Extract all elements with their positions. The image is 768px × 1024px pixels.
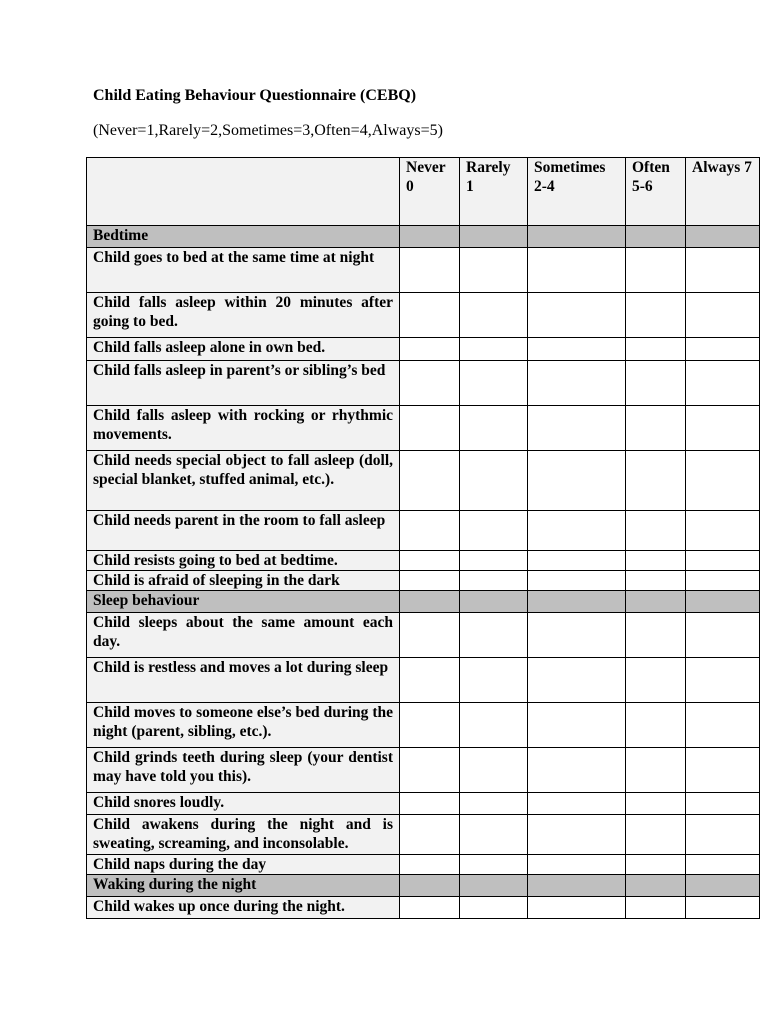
answer-cell-rarely[interactable] — [460, 793, 528, 815]
answer-cell-often[interactable] — [626, 855, 686, 875]
answer-cell-never[interactable] — [400, 897, 460, 919]
answer-cell-always[interactable] — [686, 793, 760, 815]
answer-cell-rarely[interactable] — [460, 815, 528, 855]
answer-cell-sometimes[interactable] — [528, 511, 626, 551]
answer-cell-never[interactable] — [400, 451, 460, 511]
question-label: Child snores loudly. — [87, 793, 400, 815]
question-label: Child needs special object to fall asleep (doll, special blanket, stuffed animal, etc.). — [87, 451, 400, 511]
question-label: Child is restless and moves a lot during sleep — [87, 658, 400, 703]
answer-cell-sometimes[interactable] — [528, 551, 626, 571]
answer-cell-rarely[interactable] — [460, 338, 528, 361]
answer-cell-never[interactable] — [400, 793, 460, 815]
question-row — [87, 658, 760, 703]
answer-cell-never[interactable] — [400, 613, 460, 658]
answer-cell-always[interactable] — [686, 248, 760, 293]
answer-cell-often[interactable] — [626, 793, 686, 815]
answer-cell-always[interactable] — [686, 571, 760, 591]
answer-cell-sometimes[interactable] — [528, 338, 626, 361]
answer-cell-often[interactable] — [626, 815, 686, 855]
section-label: Bedtime — [87, 226, 400, 248]
document-title: Child Eating Behaviour Questionnaire (CEBQ) — [93, 87, 417, 104]
answer-cell-always[interactable] — [686, 338, 760, 361]
answer-cell-always[interactable] — [686, 748, 760, 793]
answer-cell-rarely[interactable] — [460, 703, 528, 748]
answer-cell-never[interactable] — [400, 551, 460, 571]
section-row — [87, 875, 760, 897]
answer-cell-always[interactable] — [686, 855, 760, 875]
section-cell-rarely — [460, 226, 528, 248]
answer-cell-never[interactable] — [400, 511, 460, 551]
answer-cell-sometimes[interactable] — [528, 815, 626, 855]
answer-cell-rarely[interactable] — [460, 511, 528, 551]
question-row — [87, 293, 760, 338]
question-row — [87, 406, 760, 451]
answer-cell-rarely[interactable] — [460, 406, 528, 451]
answer-cell-sometimes[interactable] — [528, 748, 626, 793]
section-row — [87, 591, 760, 613]
answer-cell-never[interactable] — [400, 571, 460, 591]
question-row — [87, 511, 760, 551]
question-row — [87, 815, 760, 855]
questionnaire-table — [86, 157, 760, 919]
answer-cell-always[interactable] — [686, 406, 760, 451]
answer-cell-often[interactable] — [626, 293, 686, 338]
section-cell-sometimes — [528, 875, 626, 897]
question-label: Child naps during the day — [87, 855, 400, 875]
header-row — [87, 158, 760, 226]
answer-cell-often[interactable] — [626, 511, 686, 551]
answer-cell-always[interactable] — [686, 551, 760, 571]
answer-cell-often[interactable] — [626, 406, 686, 451]
answer-cell-always[interactable] — [686, 897, 760, 919]
question-row — [87, 248, 760, 293]
answer-cell-never[interactable] — [400, 338, 460, 361]
answer-cell-rarely[interactable] — [460, 551, 528, 571]
section-cell-sometimes — [528, 591, 626, 613]
answer-cell-rarely[interactable] — [460, 748, 528, 793]
answer-cell-rarely[interactable] — [460, 571, 528, 591]
answer-cell-always[interactable] — [686, 815, 760, 855]
question-label: Child awakens during the night and is sweating, screaming, and inconsolable. — [87, 815, 400, 855]
question-row — [87, 338, 760, 361]
answer-cell-never[interactable] — [400, 658, 460, 703]
question-row — [87, 451, 760, 511]
question-row — [87, 748, 760, 793]
answer-cell-often[interactable] — [626, 703, 686, 748]
answer-cell-always[interactable] — [686, 361, 760, 406]
section-cell-always — [686, 226, 760, 248]
section-cell-sometimes — [528, 226, 626, 248]
question-label: Child grinds teeth during sleep (your dentist may have told you this). — [87, 748, 400, 793]
scale-note: (Never=1,Rarely=2,Sometimes=3,Often=4,Always=5) — [93, 122, 443, 139]
answer-cell-always[interactable] — [686, 293, 760, 338]
answer-cell-sometimes[interactable] — [528, 361, 626, 406]
answer-cell-sometimes[interactable] — [528, 658, 626, 703]
section-cell-rarely — [460, 875, 528, 897]
section-label: Sleep behaviour — [87, 591, 400, 613]
question-label: Child needs parent in the room to fall asleep — [87, 511, 400, 551]
section-cell-often — [626, 875, 686, 897]
column-header-often: Often 5-6 — [626, 158, 686, 226]
question-row — [87, 361, 760, 406]
answer-cell-rarely[interactable] — [460, 361, 528, 406]
column-header-sometimes: Sometimes 2-4 — [528, 158, 626, 226]
section-row — [87, 226, 760, 248]
answer-cell-sometimes[interactable] — [528, 406, 626, 451]
question-row — [87, 551, 760, 571]
answer-cell-always[interactable] — [686, 613, 760, 658]
answer-cell-sometimes[interactable] — [528, 613, 626, 658]
question-label: Child falls asleep alone in own bed. — [87, 338, 400, 361]
question-row — [87, 703, 760, 748]
answer-cell-never[interactable] — [400, 406, 460, 451]
section-cell-never — [400, 875, 460, 897]
section-cell-never — [400, 226, 460, 248]
question-label: Child falls asleep within 20 minutes after going to bed. — [87, 293, 400, 338]
question-row — [87, 793, 760, 815]
answer-cell-never[interactable] — [400, 815, 460, 855]
question-row — [87, 897, 760, 919]
question-label: Child wakes up once during the night. — [87, 897, 400, 919]
answer-cell-often[interactable] — [626, 338, 686, 361]
answer-cell-sometimes[interactable] — [528, 451, 626, 511]
answer-cell-rarely[interactable] — [460, 855, 528, 875]
section-cell-always — [686, 875, 760, 897]
answer-cell-always[interactable] — [686, 703, 760, 748]
question-label: Child falls asleep in parent’s or sibling’s bed — [87, 361, 400, 406]
answer-cell-always[interactable] — [686, 511, 760, 551]
answer-cell-often[interactable] — [626, 571, 686, 591]
answer-cell-rarely[interactable] — [460, 248, 528, 293]
question-row — [87, 571, 760, 591]
answer-cell-sometimes[interactable] — [528, 293, 626, 338]
answer-cell-sometimes[interactable] — [528, 855, 626, 875]
answer-cell-rarely[interactable] — [460, 658, 528, 703]
answer-cell-sometimes[interactable] — [528, 571, 626, 591]
answer-cell-often[interactable] — [626, 361, 686, 406]
question-row — [87, 613, 760, 658]
section-cell-often — [626, 226, 686, 248]
answer-cell-often[interactable] — [626, 551, 686, 571]
answer-cell-often[interactable] — [626, 658, 686, 703]
section-cell-never — [400, 591, 460, 613]
answer-cell-sometimes[interactable] — [528, 793, 626, 815]
question-label: Child moves to someone else’s bed during the night (parent, sibling, etc.). — [87, 703, 400, 748]
answer-cell-often[interactable] — [626, 451, 686, 511]
column-header-rarely: Rarely 1 — [460, 158, 528, 226]
answer-cell-never[interactable] — [400, 361, 460, 406]
answer-cell-often[interactable] — [626, 748, 686, 793]
answer-cell-rarely[interactable] — [460, 897, 528, 919]
answer-cell-always[interactable] — [686, 451, 760, 511]
answer-cell-sometimes[interactable] — [528, 248, 626, 293]
column-header-always: Always 7 — [686, 158, 760, 226]
section-cell-always — [686, 591, 760, 613]
answer-cell-never[interactable] — [400, 293, 460, 338]
question-row — [87, 855, 760, 875]
question-label: Child goes to bed at the same time at night — [87, 248, 400, 293]
answer-cell-sometimes[interactable] — [528, 897, 626, 919]
question-label: Child sleeps about the same amount each day. — [87, 613, 400, 658]
answer-cell-rarely[interactable] — [460, 613, 528, 658]
answer-cell-often[interactable] — [626, 897, 686, 919]
answer-cell-often[interactable] — [626, 613, 686, 658]
question-label: Child resists going to bed at bedtime. — [87, 551, 400, 571]
answer-cell-never[interactable] — [400, 748, 460, 793]
section-label: Waking during the night — [87, 875, 400, 897]
header-empty-cell — [87, 158, 400, 226]
section-cell-often — [626, 591, 686, 613]
answer-cell-never[interactable] — [400, 248, 460, 293]
answer-cell-always[interactable] — [686, 658, 760, 703]
answer-cell-sometimes[interactable] — [528, 703, 626, 748]
column-header-never: Never 0 — [400, 158, 460, 226]
question-label: Child is afraid of sleeping in the dark — [87, 571, 400, 591]
answer-cell-rarely[interactable] — [460, 293, 528, 338]
answer-cell-often[interactable] — [626, 248, 686, 293]
answer-cell-never[interactable] — [400, 703, 460, 748]
question-label: Child falls asleep with rocking or rhythmic movements. — [87, 406, 400, 451]
answer-cell-never[interactable] — [400, 855, 460, 875]
answer-cell-rarely[interactable] — [460, 451, 528, 511]
section-cell-rarely — [460, 591, 528, 613]
